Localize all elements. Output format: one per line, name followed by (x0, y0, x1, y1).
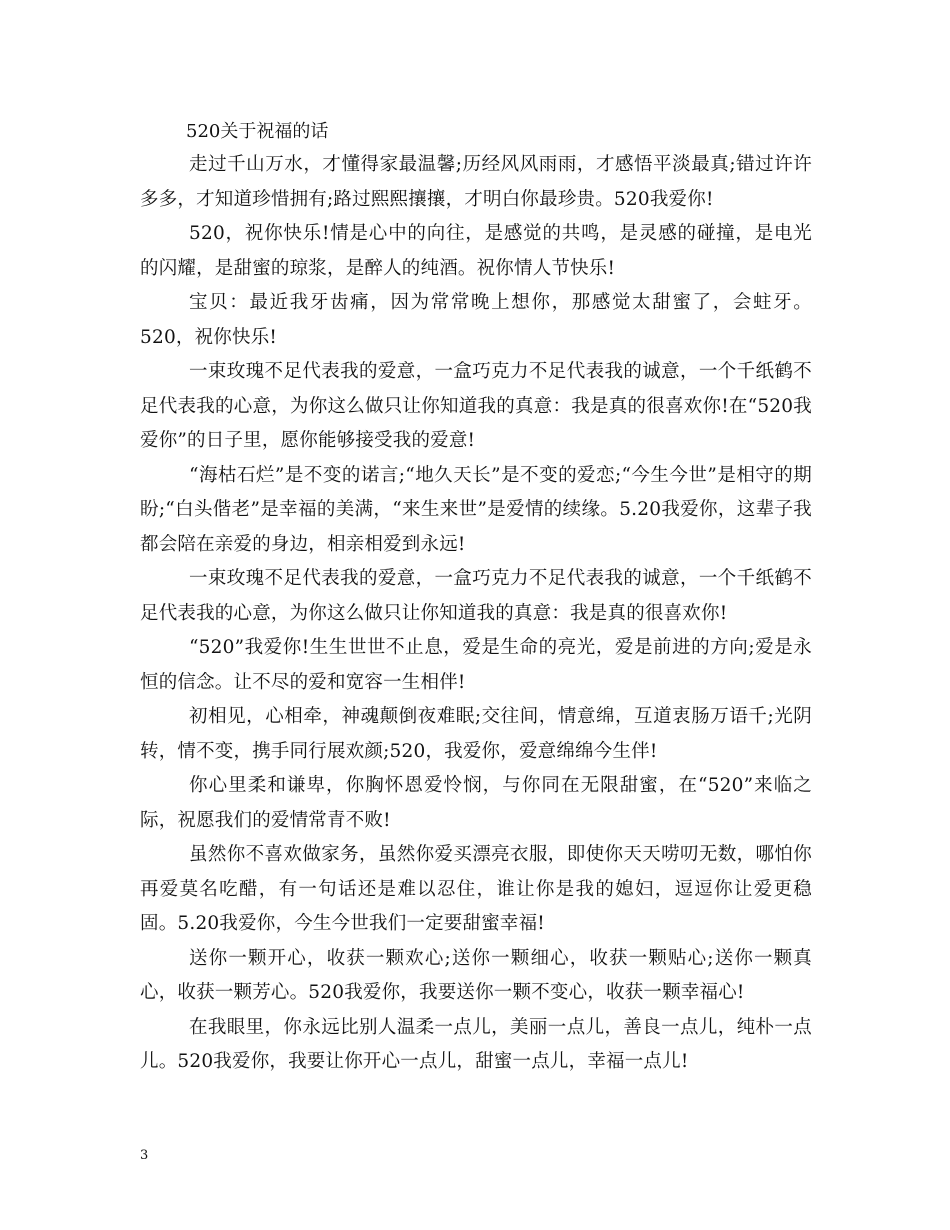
paragraph-7: “520”我爱你!生生世世不止息，爱是生命的亮光，爱是前进的方向;爱是永恒的信念。让不尽的爱和宽容一生相伴! (140, 637, 812, 693)
paragraph-1: 走过千山万水，才懂得家最温馨;历经风风雨雨，才感悟平淡最真;错过许许多多，才知道珍惜拥有;路过熙熙攘攘，才明白你最珍贵。520我爱你! (140, 154, 812, 210)
paragraph-4: 一束玫瑰不足代表我的爱意，一盒巧克力不足代表我的诚意，一个千纸鹤不足代表我的心意，为你这么做只让你知道我的真意：我是真的很喜欢你!在“520我爱你”的日子里，愿你能够接受我的爱意! (140, 361, 812, 451)
paragraph-6: 一束玫瑰不足代表我的爱意，一盒巧克力不足代表我的诚意，一个千纸鹤不足代表我的心意，为你这么做只让你知道我的真意：我是真的很喜欢你! (140, 568, 812, 624)
page-number: 3 (140, 1148, 149, 1163)
paragraph-10: 虽然你不喜欢做家务，虽然你爱买漂亮衣服，即使你天天唠叨无数，哪怕你再爱莫名吃醋，有一句话还是难以忍住，谁让你是我的媳妇，逗逗你让爱更稳固。5.20我爱你，今生今世我们一定要甜蜜幸福! (140, 844, 812, 934)
paragraph-5: “海枯石烂”是不变的诺言;“地久天长”是不变的爱恋;“今生今世”是相守的期盼;“白头偕老”是幸福的美满，“来生来世”是爱情的续缘。5.20我爱你，这辈子我都会陪在亲爱的身边，相亲相爱到永远! (140, 464, 812, 555)
paragraph-11: 送你一颗开心，收获一颗欢心;送你一颗细心，收获一颗贴心;送你一颗真心，收获一颗芳心。520我爱你，我要送你一颗不变心，收获一颗幸福心! (140, 947, 812, 1003)
document-body (140, 148, 812, 1080)
document-title: 520关于祝福的话 (186, 121, 329, 142)
paragraph-12: 在我眼里，你永远比别人温柔一点儿，美丽一点儿，善良一点儿，纯朴一点儿。520我爱你，我要让你开心一点儿，甜蜜一点儿，幸福一点儿! (140, 1016, 812, 1072)
paragraph-9: 你心里柔和谦卑，你胸怀恩爱怜悯，与你同在无限甜蜜，在“520”来临之际，祝愿我们的爱情常青不败! (140, 775, 812, 831)
paragraph-8: 初相见，心相牵，神魂颠倒夜难眠;交往间，情意绵，互道衷肠万语千;光阴转，情不变，携手同行展欢颜;520，我爱你，爱意绵绵今生伴! (140, 706, 812, 762)
paragraph-2: 520，祝你快乐!情是心中的向往，是感觉的共鸣，是灵感的碰撞，是电光的闪耀，是甜蜜的琼浆，是醉人的纯酒。祝你情人节快乐! (140, 223, 812, 279)
paragraph-3: 宝贝：最近我牙齿痛，因为常常晚上想你，那感觉太甜蜜了，会蛀牙。520，祝你快乐! (140, 292, 812, 348)
